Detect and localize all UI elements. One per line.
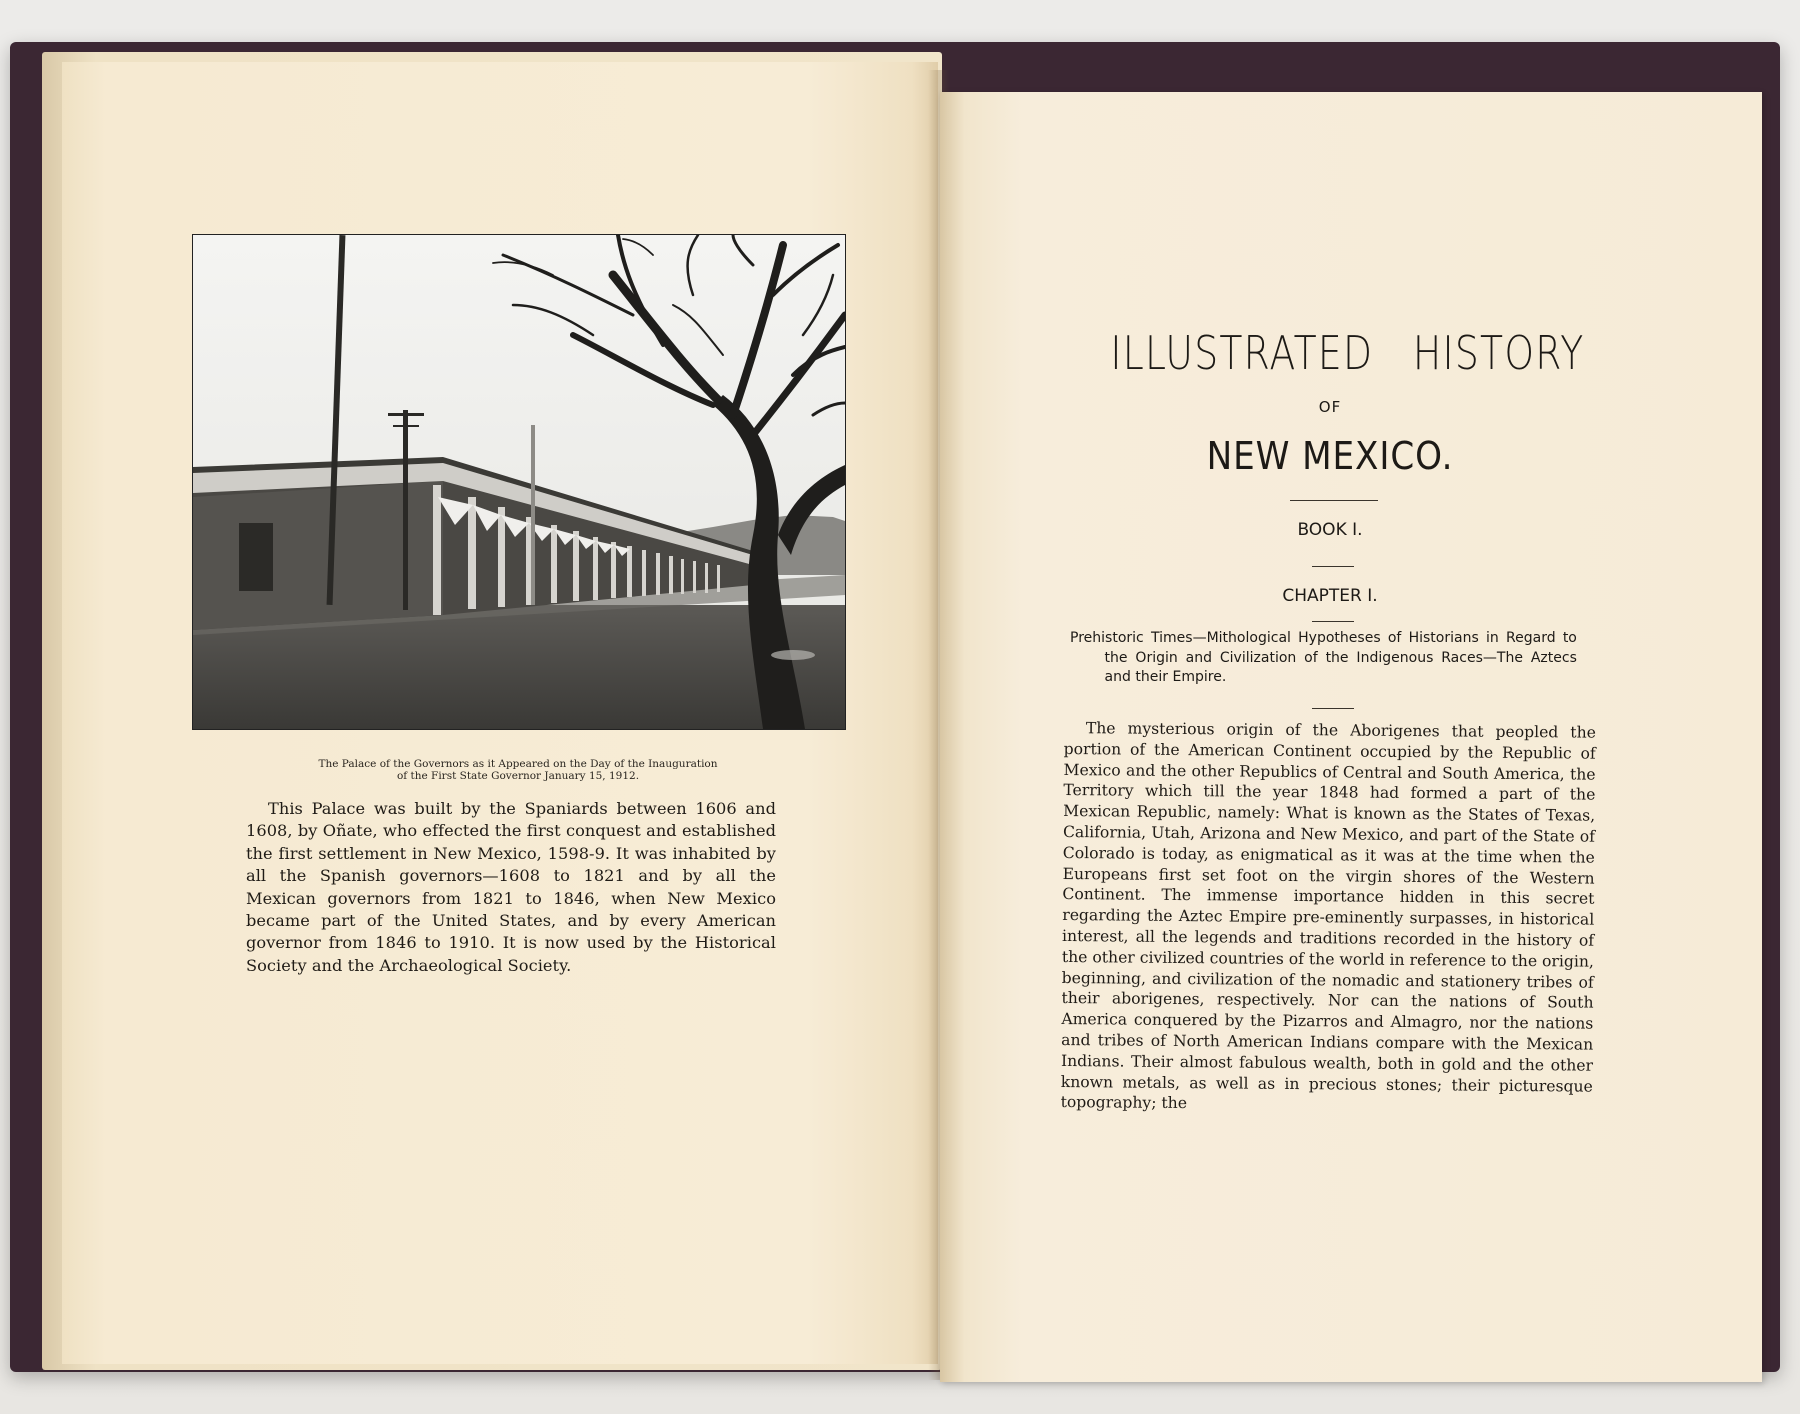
- chapter-rule: [1312, 621, 1354, 622]
- left-page-body-text: This Palace was built by the Spaniards between 1606 and 1608, by Oñate, who effected the first conquest and established the first settlement in New Mexico, 1598-9. It was inhabited by all the Spanish governors—1608 to 1821 and by all the Mexican governors from 1821 to 1846, when New Mexico became part of the United States, and by every American governor from 1846 to 1910. It is now used by the Historical Society and the Archaeological Society.: [246, 799, 776, 975]
- book-title-line-1: ILLUSTRATED HISTORY: [1110, 326, 1585, 380]
- palace-photo-illustration: [193, 235, 845, 729]
- chapter-synopsis: Prehistoric Times—Mithological Hypotheses of Historians in Regard to the Origin and Civilization of the Indigenous Races—The Aztecs and their Empire.: [1070, 629, 1577, 686]
- photo-caption: [192, 758, 844, 782]
- title-rule: [1290, 500, 1378, 501]
- book-title-of: OF: [1318, 398, 1342, 416]
- book-title-line-2: NEW MEXICO.: [1206, 434, 1454, 478]
- synopsis-rule: [1312, 708, 1354, 709]
- book-rule: [1312, 566, 1354, 567]
- photo-caption-line-1: The Palace of the Governors as it Appeared on the Day of the Inauguration: [318, 758, 718, 770]
- photo-caption-line-2: of the First State Governor January 15, 1912.: [396, 770, 640, 782]
- palace-photograph: [192, 234, 846, 730]
- chapter-number: CHAPTER I.: [1282, 586, 1378, 606]
- book-number: BOOK I.: [1297, 520, 1363, 540]
- right-page-body-text: The mysterious origin of the Aborigenes that peopled the portion of the American Continent occupied by the Republic of Mexico and the other Republics of Central and South America, the Territory which till the year 1848 had formed a part of the Mexican Republic, namely: What is known as the States of Texas, California, Utah, Arizona and New Mexico, and part of the State of Colorado is today, as enigmatical as it was at the time when the Europeans first set foot on the virgin shores of the Western Continent. The immense importance hidden in this secret regarding the Aztec Empire pre-eminently surpasses, in historical interest, all the legends and traditions recorded in the history of the other civilized countries of the world in reference to the origin, beginning, and civilization of the nomadic and stationery tribes of their aborigenes, respectively. Nor can the nations of South America conquered by the Pizarros and Almagro, nor the nations and tribes of North American Indians compare with the Mexican Indians. Their almost fabulous wealth, both in gold and the other known metals, as well as in precious stones; their picturesque topography; the: [1060, 719, 1596, 1113]
